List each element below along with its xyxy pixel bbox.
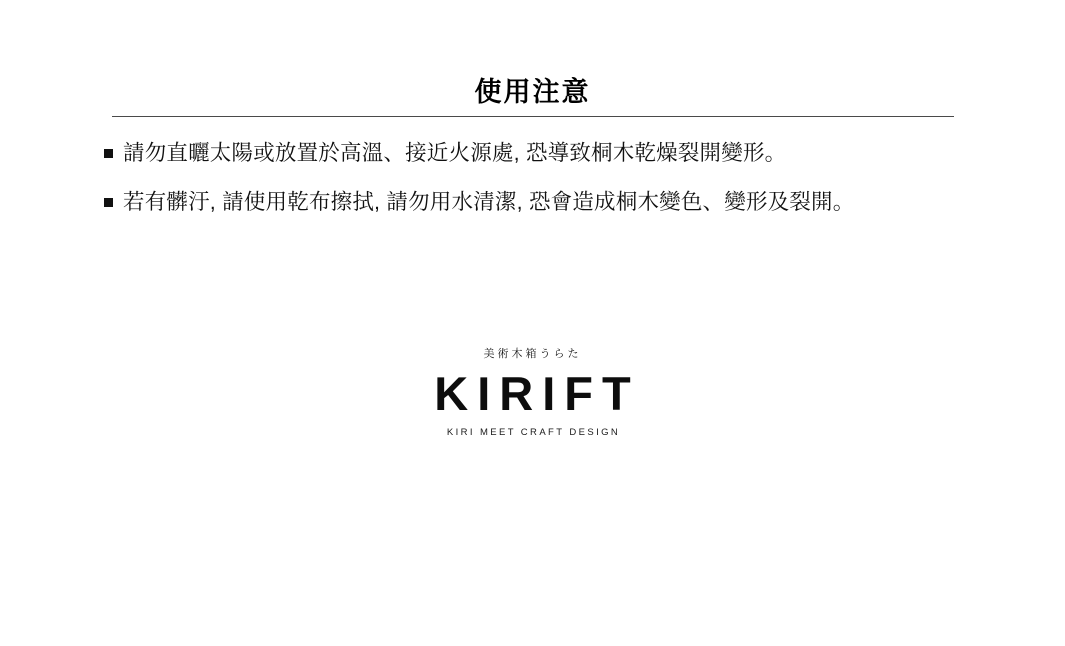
logo-japanese-caption: 美術木箱うらた bbox=[483, 348, 582, 360]
title-divider bbox=[112, 116, 954, 117]
square-bullet-icon bbox=[104, 198, 113, 207]
page-title: 使用注意 bbox=[474, 77, 591, 107]
logo-tagline: KIRI MEET CRAFT DESIGN bbox=[446, 427, 621, 439]
list-item bbox=[104, 187, 1004, 218]
note-text: 請勿直曬太陽或放置於高溫、接近火源處, 恐導致桐木乾燥裂開變形。 bbox=[123, 141, 787, 165]
logo-wordmark: KIRIFT bbox=[434, 367, 640, 420]
notes-list bbox=[104, 138, 1004, 236]
note-text: 若有髒汙, 請使用乾布擦拭, 請勿用水清潔, 恐會造成桐木變色、變形及裂開。 bbox=[123, 190, 855, 215]
brand-logo bbox=[0, 345, 1065, 438]
square-bullet-icon bbox=[104, 149, 113, 158]
list-item bbox=[104, 138, 1004, 169]
